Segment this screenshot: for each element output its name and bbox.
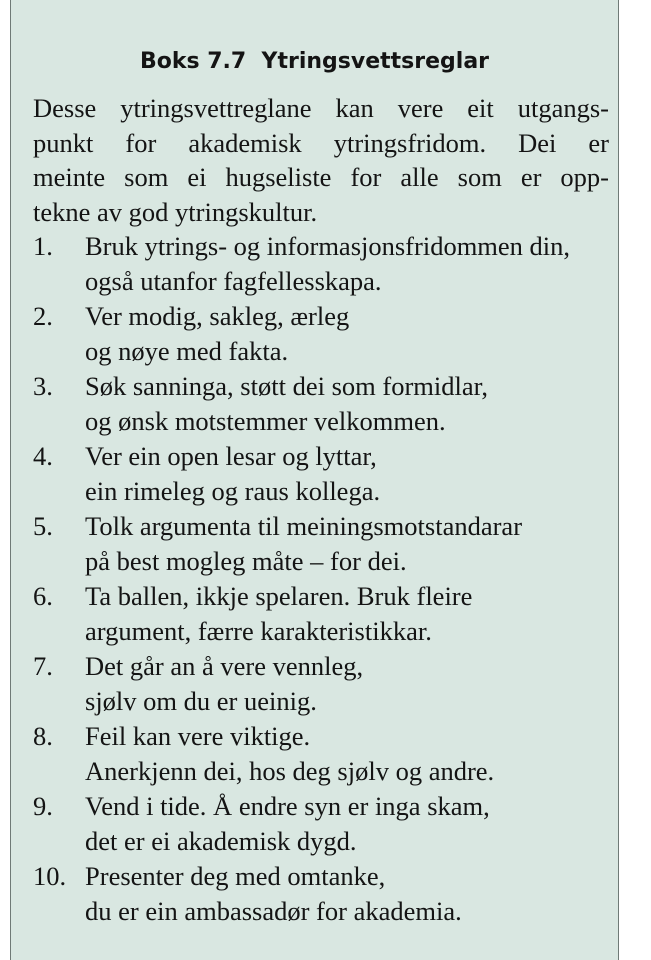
list-item — [33, 789, 623, 859]
item-line: sjølv om du er ueinig. — [85, 686, 317, 716]
item-text — [85, 229, 625, 299]
item-line: Tolk argumenta til meiningsmotstandarar — [85, 511, 523, 541]
item-line: Presenter deg med omtanke, — [85, 861, 386, 891]
item-number: 5. — [33, 511, 53, 541]
item-line: Det går an å vere vennleg, — [85, 651, 364, 681]
list-item — [33, 859, 623, 929]
list-item — [33, 369, 623, 439]
item-text — [85, 299, 625, 369]
item-number: 4. — [33, 441, 53, 471]
box-title: Boks 7.7 Ytringsvettsreglar — [139, 49, 490, 74]
intro-line: Desse ytringsvettreglane kan vere eit utgangs- — [33, 93, 609, 123]
intro-line: meinte som ei hugseliste for alle som er opp- — [33, 162, 609, 192]
item-line: også utanfor fagfellesskapa. — [85, 266, 382, 296]
item-line: Anerkjenn dei, hos deg sjølv og andre. — [85, 756, 495, 786]
item-line: på best mogleg måte – for dei. — [85, 546, 407, 576]
list-item — [33, 649, 623, 719]
intro-paragraph — [33, 91, 609, 229]
item-text — [85, 859, 625, 929]
item-number: 6. — [33, 581, 53, 611]
intro-line: tekne av god ytringskultur. — [33, 196, 318, 227]
item-line: Bruk ytrings- og informasjonsfridommen din, — [85, 231, 571, 261]
item-number: 2. — [33, 301, 53, 331]
item-text — [85, 369, 625, 439]
item-text — [85, 439, 625, 509]
list-item — [33, 719, 623, 789]
item-number: 1. — [33, 231, 53, 261]
item-line: Ver modig, sakleg, ærleg — [85, 301, 350, 331]
item-text — [85, 649, 625, 719]
item-line: Ver ein open lesar og lyttar, — [85, 441, 377, 471]
text-box — [10, 0, 619, 960]
rules-list — [33, 229, 623, 929]
item-line: Ta ballen, ikkje spelaren. Bruk fleire — [85, 581, 473, 611]
item-text — [85, 789, 625, 859]
item-number: 3. — [33, 371, 53, 401]
list-item — [33, 439, 623, 509]
item-number: 8. — [33, 721, 53, 751]
item-line: og nøye med fakta. — [85, 336, 289, 366]
item-number: 10. — [33, 861, 67, 891]
item-text — [85, 719, 625, 789]
item-line: det er ei akademisk dygd. — [85, 826, 357, 856]
intro-line: punkt for akademisk ytringsfridom. Dei er — [33, 127, 609, 158]
list-item — [33, 579, 623, 649]
list-item — [33, 229, 623, 299]
item-number: 9. — [33, 791, 53, 821]
item-text — [85, 509, 625, 579]
item-line: Søk sanninga, støtt dei som formidlar, — [85, 371, 489, 401]
item-number: 7. — [33, 651, 53, 681]
item-line: og ønsk motstemmer velkommen. — [85, 406, 446, 436]
item-line: ein rimeleg og raus kollega. — [85, 476, 381, 506]
list-item — [33, 299, 623, 369]
item-line: Feil kan vere viktige. — [85, 721, 311, 751]
list-item — [33, 509, 623, 579]
item-line: du er ein ambassadør for akademia. — [85, 896, 462, 926]
item-line: Vend i tide. Å endre syn er inga skam, — [85, 791, 490, 821]
item-text — [85, 579, 625, 649]
item-line: argument, færre karakteristikkar. — [85, 616, 432, 646]
